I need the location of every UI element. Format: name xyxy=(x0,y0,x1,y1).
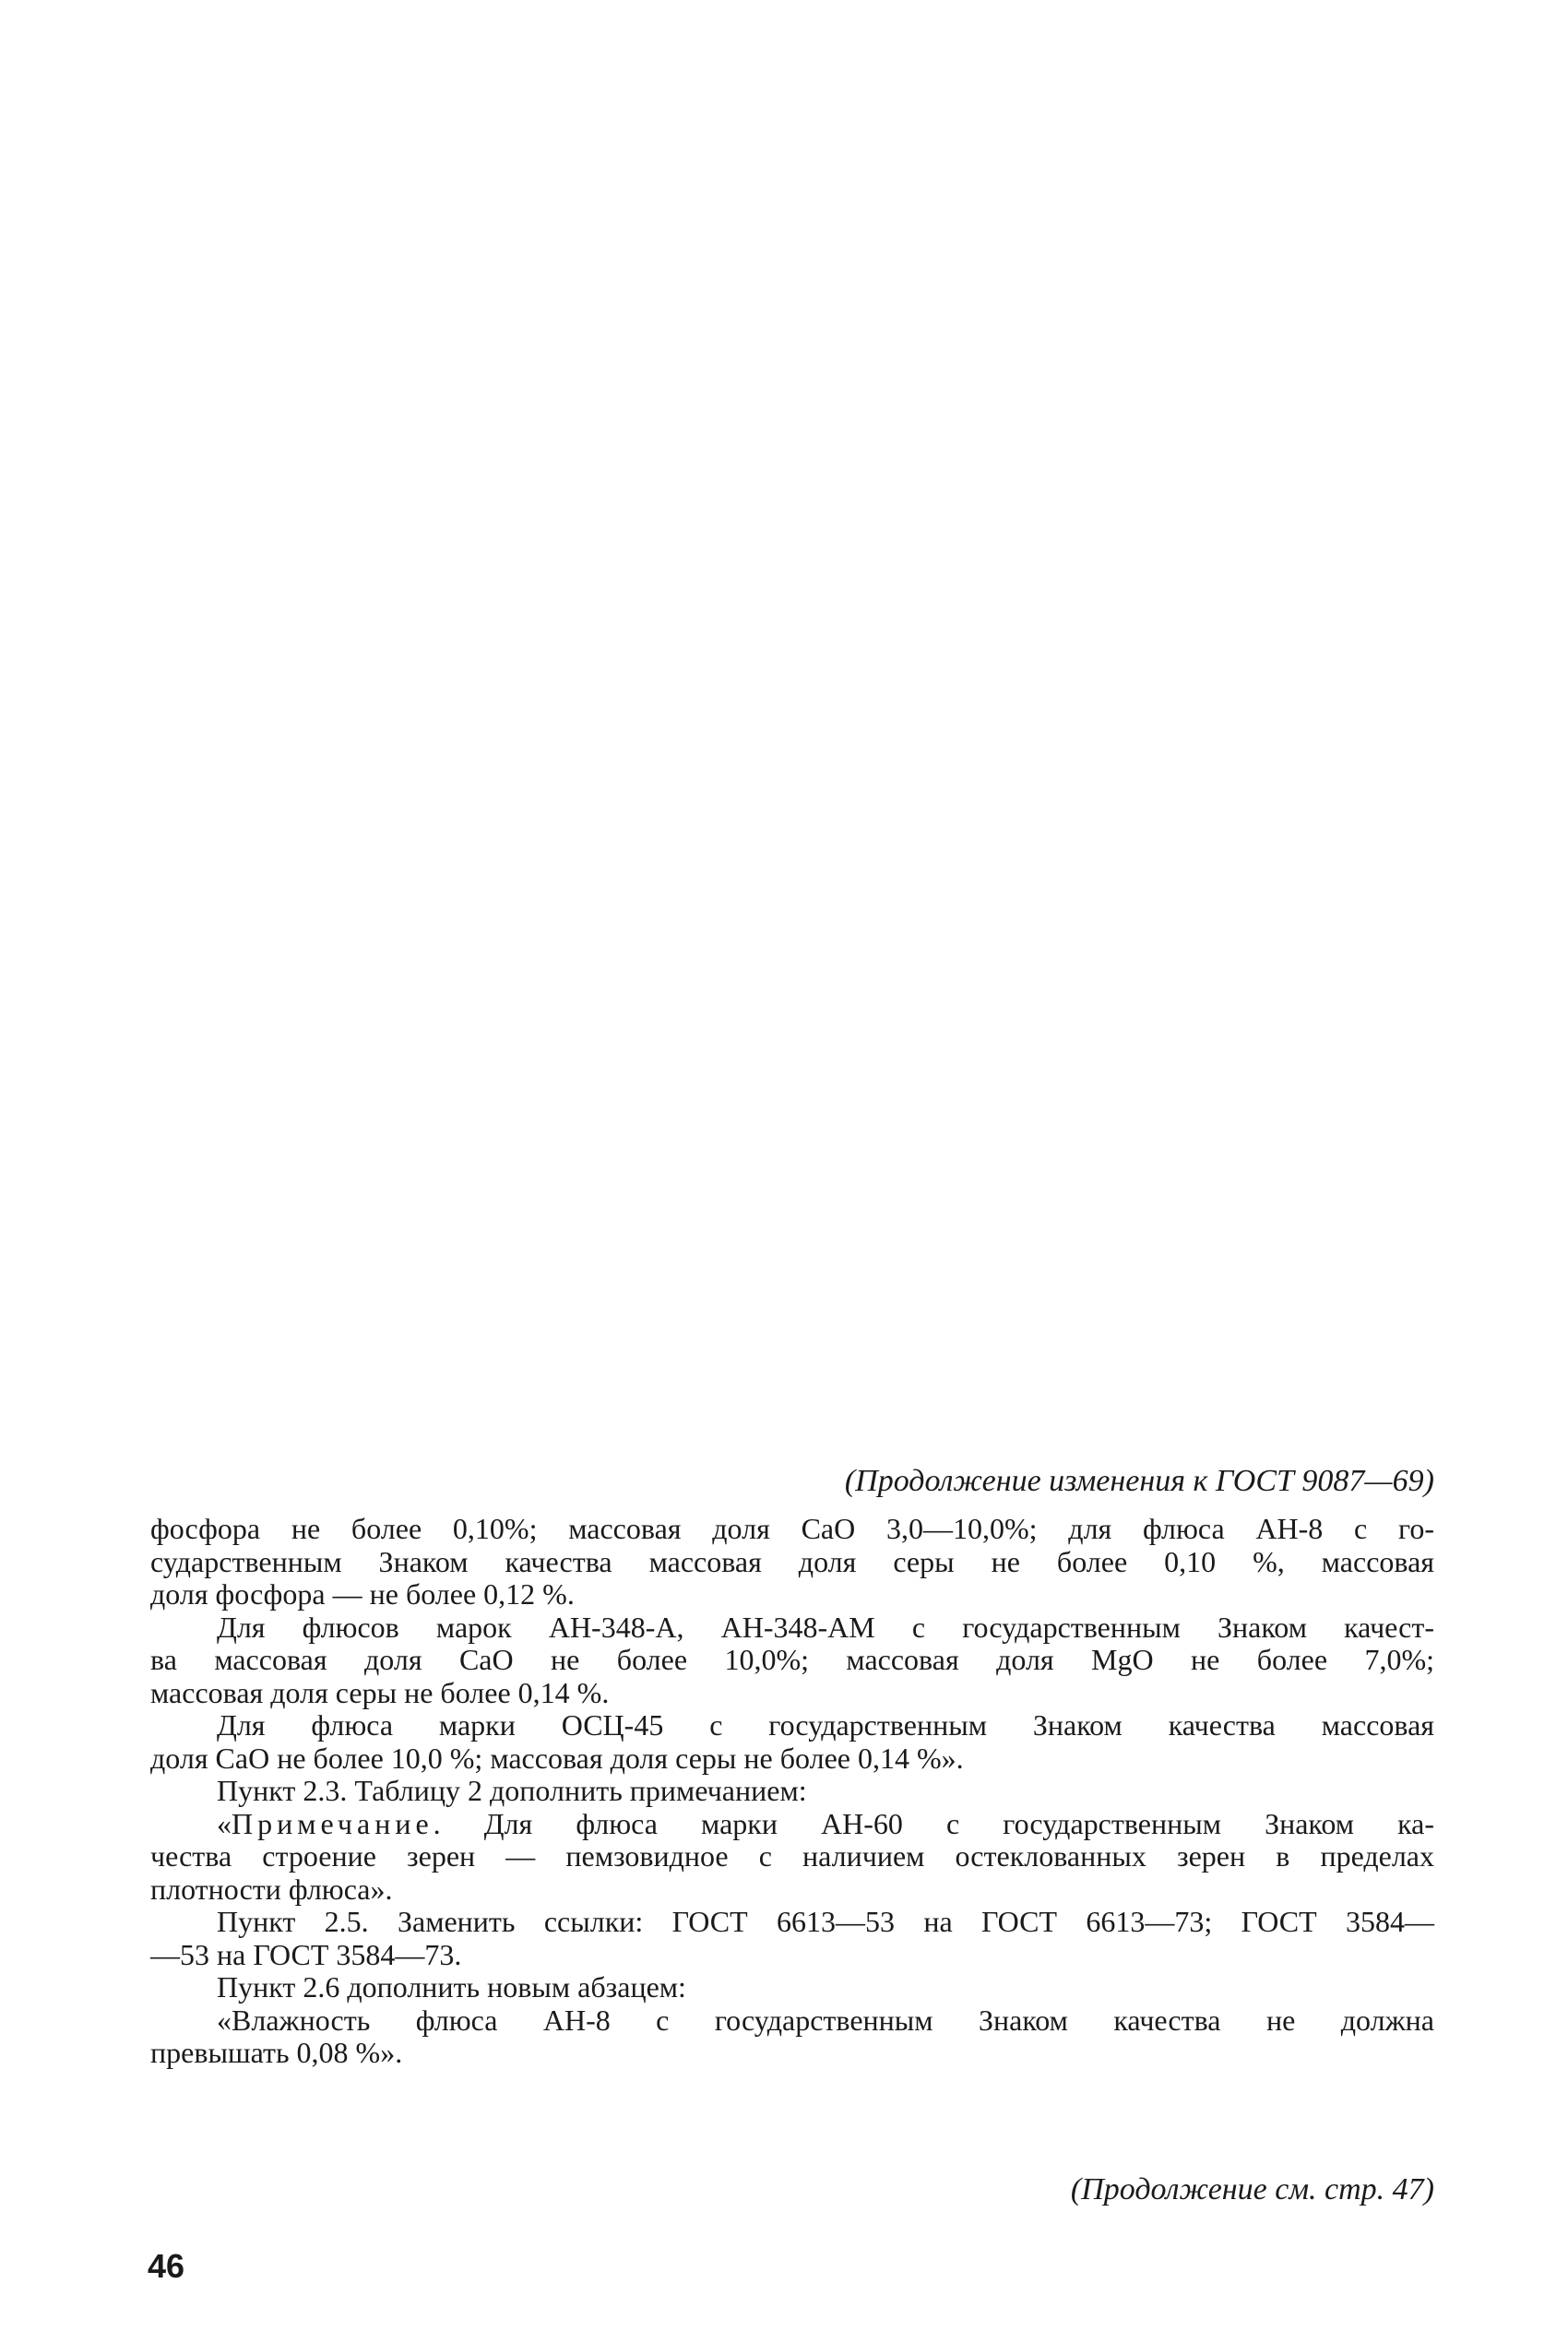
page-number: 46 xyxy=(148,2247,185,2285)
continuation-footer: (Продолжение см. стр. 47) xyxy=(1070,2172,1434,2206)
text-line-8: доля CaO не более 10,0 %; массовая доля серы не более 0,14 %». xyxy=(150,1741,964,1775)
text-line-10 xyxy=(150,1808,1434,1841)
text-line-7: Для флюса марки ОСЦ-45 с государственным Знаком качества массовая xyxy=(217,1708,1434,1742)
text-line-15: Пункт 2.6 дополнить новым абзацем: xyxy=(217,1970,686,2004)
text-line-9: Пункт 2.3. Таблицу 2 дополнить примечанием: xyxy=(217,1774,807,1807)
text-line-13: Пункт 2.5. Заменить ссылки: ГОСТ 6613—53 на ГОСТ 6613—73; ГОСТ 3584— xyxy=(217,1905,1434,1938)
text-line-16: «Влажность флюса АН-8 с государственным Знаком качества не должна xyxy=(217,2003,1434,2037)
quote-open: « xyxy=(217,1806,232,1840)
continuation-header: (Продолжение изменения к ГОСТ 9087—69) xyxy=(844,1464,1434,1498)
text-line-14: —53 на ГОСТ 3584—73. xyxy=(150,1937,462,1971)
text-line-12: плотности флюса». xyxy=(150,1872,393,1906)
text-line-5: ва массовая доля CaO не более 10,0%; массовая доля MgO не более 7,0%; xyxy=(150,1643,1434,1676)
text-line-1: фосфора не более 0,10%; массовая доля CaO 3,0—10,0%; для флюса АН-8 с го- xyxy=(150,1512,1434,1545)
text-line-6: массовая доля серы не более 0,14 %. xyxy=(150,1675,610,1709)
note-text: . Для флюса марки АН-60 с государственным Знаком ка- xyxy=(433,1806,1434,1840)
text-line-4: Для флюсов марок АН-348-А, АН-348-АМ с государственным Знаком качест- xyxy=(217,1610,1434,1644)
text-line-3: доля фосфора — не более 0,12 %. xyxy=(150,1577,575,1611)
text-line-2: сударственным Знаком качества массовая доля серы не более 0,10 %, массовая xyxy=(150,1544,1434,1578)
text-line-11: чества строение зерен — пемзовидное с наличием остеклованных зерен в пределах xyxy=(150,1839,1434,1873)
amendment-text xyxy=(150,1513,1434,2070)
note-label: Примечание xyxy=(232,1806,434,1840)
text-line-17: превышать 0,08 %». xyxy=(150,2036,403,2069)
